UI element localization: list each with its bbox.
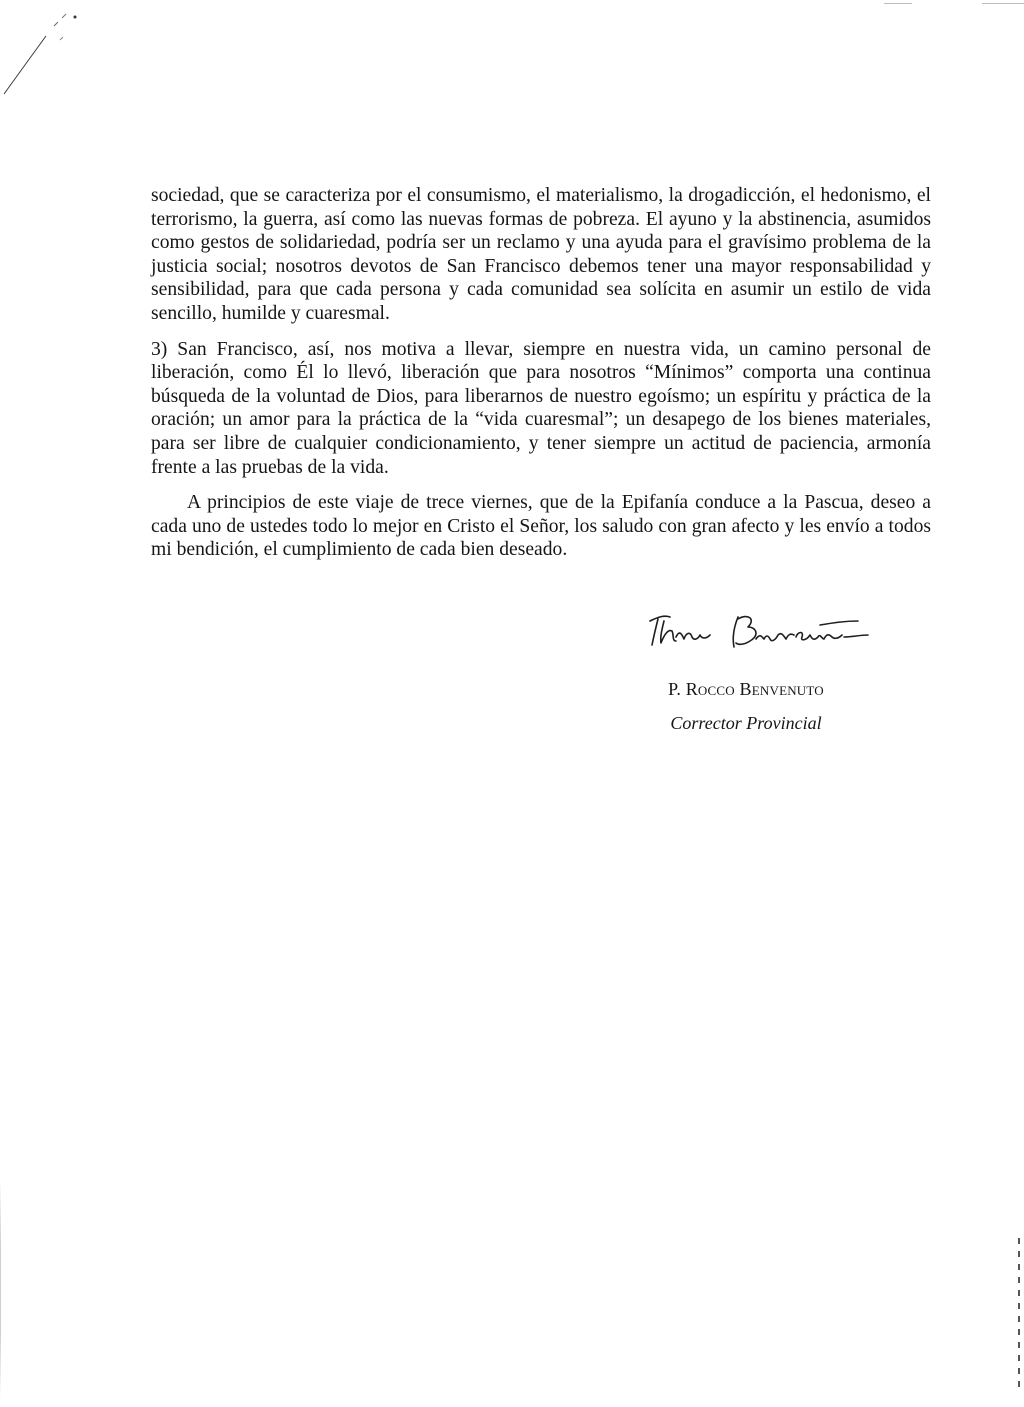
letter-paragraph: 3) San Francisco, así, nos motiva a llevar, siempre en nuestra vida, un camino personal de liberación, como Él lo llevó, liberación que para nosotros “Mínimos” comporta una continua búsqueda de la voluntad de Dios, para liberarnos de nuestro egoísmo; un espíritu y práctica de la oración; un amor para la práctica de la “vida cuaresmal”; un desapego de los bienes materiales, para ser libre de cualquier condicionamiento, y tener siempre un actitud de paciencia, armonía frente a las pruebas de la vida.: [151, 338, 931, 478]
letter-body: [151, 184, 931, 574]
scan-edge-line: [884, 3, 912, 4]
pen-stroke-mark: [0, 0, 90, 110]
scan-edge-line: [982, 3, 1024, 4]
signer-role: Corrector Provincial: [670, 713, 822, 733]
handwritten-signature: [648, 605, 873, 660]
signer-name: P. Rocco Benvenuto: [668, 679, 824, 699]
scan-edge-shadow: [0, 1180, 1, 1400]
scan-edge-dashes: [1018, 1238, 1020, 1388]
letter-paragraph: sociedad, que se caracteriza por el consumismo, el materialismo, la drogadicción, el hedonismo, el terrorismo, la guerra, así como las nuevas formas de pobreza. El ayuno y la abstinencia, asumidos como gestos de solidariedad, podría ser un reclamo y una ayuda para el gravísimo problema de la justicia social; nosotros devotos de San Francisco debemos tener una mayor responsabilidad y sensibilidad, para que cada persona y cada comunidad sea solícita en asumir un estilo de vida sencillo, humilde y cuaresmal.: [151, 185, 931, 324]
letter-paragraph: A principios de este viaje de trece viernes, que de la Epifanía conduce a la Pascua, deseo a cada uno de ustedes todo lo mejor en Cristo el Señor, los saludo con gran afecto y les envío a todos mi bendición, el cumplimiento de cada bien deseado.: [151, 492, 931, 561]
